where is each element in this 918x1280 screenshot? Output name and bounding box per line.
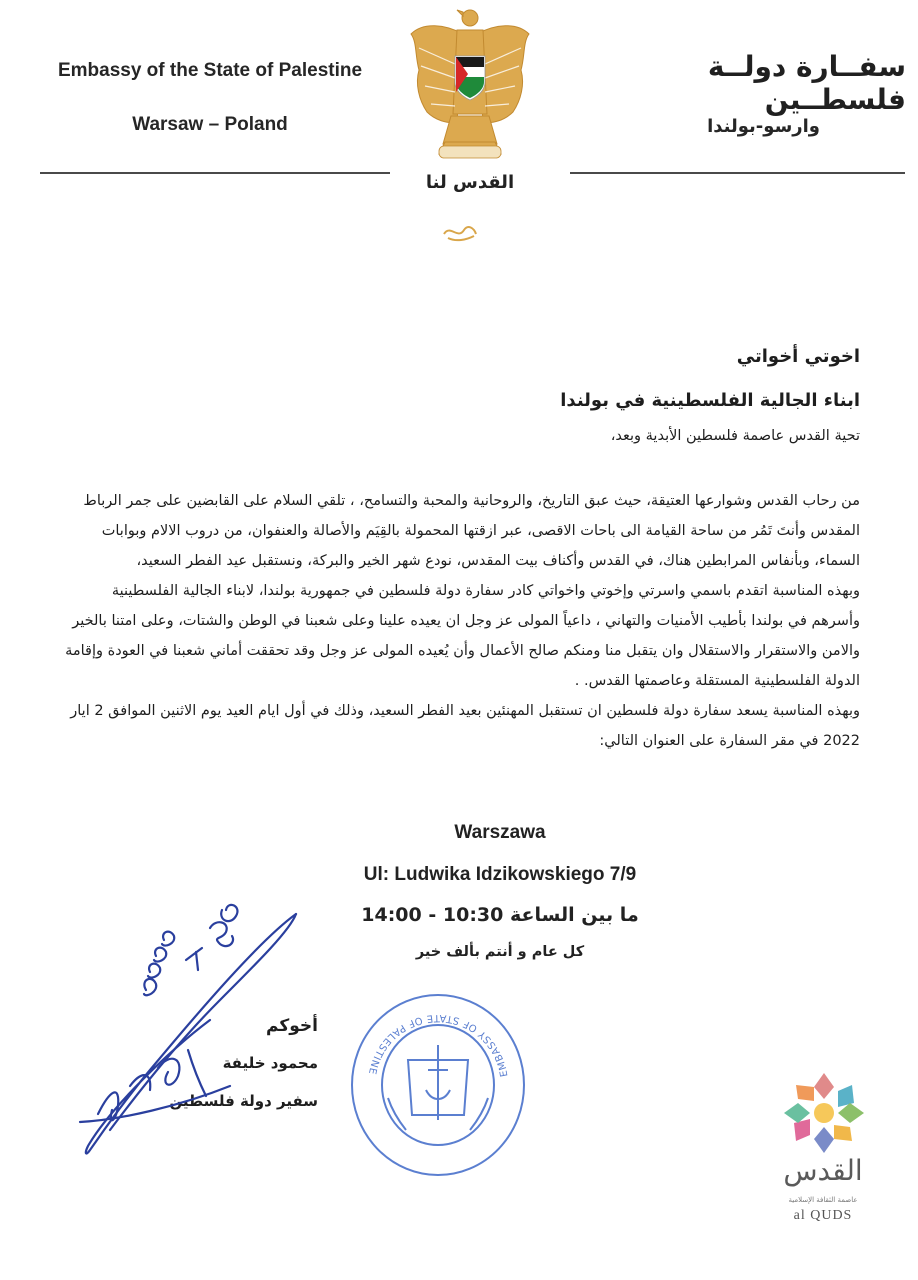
al-quds-capital-of-culture-logo-icon [764, 1068, 884, 1158]
greeting-brothers-sisters: اخوتي أخواتي [736, 346, 860, 367]
paragraph-3: وبهذه المناسبة يسعد سفارة دولة فلسطين ان تستقبل المهنئين بعيد الفطر السعيد، وذلك في أول ايام العيد يوم الاثنين الموافق 2 ايار 2022 في مقر السفارة على العنوان التالي: [70, 703, 860, 749]
embassy-name-english: Embassy of the State of Palestine [57, 60, 363, 81]
reception-time: ما بين الساعة 10:30 - 14:00 [361, 904, 639, 926]
embassy-city-english: Warsaw – Poland [132, 114, 288, 135]
calligraphy-mark-icon [440, 218, 480, 246]
motto-jerusalem-is-ours: القدس لنا [425, 172, 515, 193]
letter-body [60, 486, 860, 756]
header-divider-right [570, 172, 905, 174]
signoff-name: محمود خليفة [222, 1054, 318, 1072]
paragraph-1: من رحاب القدس وشوارعها العتيقة، حيث عبق التاريخ، والروحانية والمحبة والتسامح، ، تلقي السلام على القابضين على جمر الرباط المقدس وأنتَ تَمُر من ساحة القيامة الى باحات الاقصى، عبر ازقتها المحمولة بالقِيَم والأصالة والعنفوان، من دروب الالام وبوابات السماء، وبأنفاس المرابطين هناك، في القدس وأكناف بيت المقدس، نودع شهر الخير والبركة، ونستقبل عيد الفطر السعيد، [83, 493, 860, 569]
address-street: Ul: Ludwika Idzikowskiego 7/9 [363, 864, 637, 885]
embassy-name-arabic: سفــارة دولــة فلسطــين [707, 50, 906, 116]
signoff-your-brother: أخوكم [266, 1016, 318, 1036]
greeting-community: ابناء الجالية الفلسطينية في بولندا [560, 390, 860, 411]
embassy-city-arabic: وارسو-بولندا [707, 116, 820, 137]
al-quds-logo-subtitle: عاصمة الثقافة الإسلامية [788, 1196, 858, 1204]
header-divider-left [40, 172, 390, 174]
holiday-wish: كل عام و أنتم بألف خير [415, 944, 585, 960]
palestine-eagle-emblem-icon [405, 4, 535, 166]
signoff-title: سفير دولة فلسطين [169, 1092, 318, 1110]
stamp-text: EMBASSY OF STATE OF PALESTINE [365, 1011, 511, 1078]
address-city: Warszawa [454, 822, 546, 843]
al-quds-logo-arabic: القدس [783, 1154, 863, 1187]
greeting-salutation: تحية القدس عاصمة فلسطين الأبدية وبعد، [610, 428, 860, 444]
embassy-official-stamp-icon [348, 990, 528, 1180]
handwritten-signature-icon [60, 900, 310, 1170]
paragraph-2: وبهذه المناسبة اتقدم باسمي واسرتي وإخوتي واخواتي كادر سفارة دولة فلسطين في جمهورية بولندا، لابناء الجالية الفلسطينية وأسرهم في بولندا بأطيب الأمنيات والتهاني ، داعياً المولى عز وجل ان يعيده علينا وعلى شعبنا في الوطن والشتات، وعلى امتنا بالخير والامن والاستقرار والاستقلال وان يتقبل منا ومنكم صالح الأعمال وأن يُعيده المولى عز وجل وقد تحققت أماني شعبنا في العودة وإقامة الدولة الفلسطينية المستقلة وعاصمتها القدس. . [65, 583, 860, 689]
al-quds-logo-english: al QUDS [793, 1208, 853, 1223]
